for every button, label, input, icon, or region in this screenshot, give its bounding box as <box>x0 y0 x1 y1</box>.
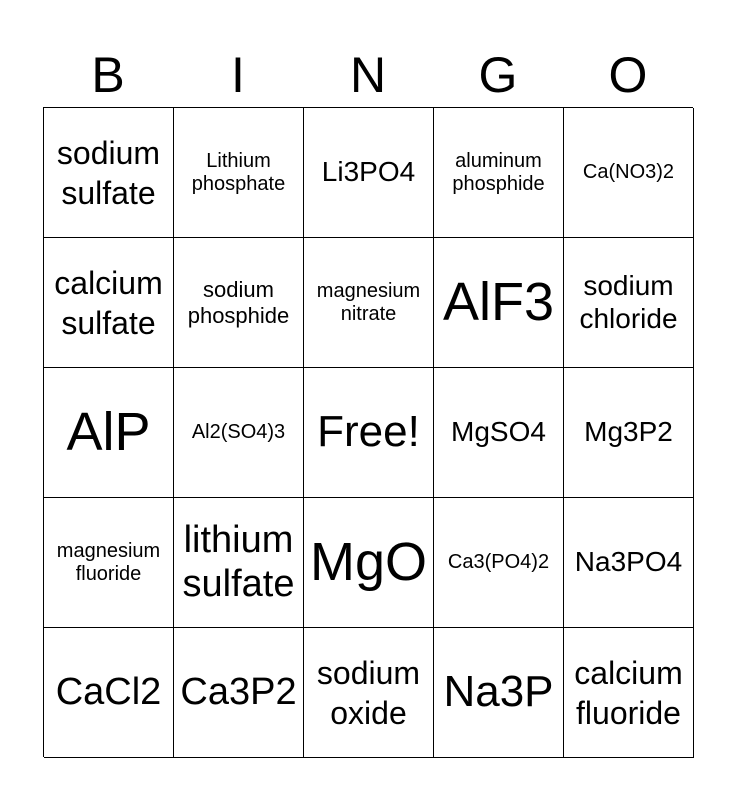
free-space-cell[interactable] <box>304 368 434 498</box>
bingo-cell[interactable] <box>44 108 174 238</box>
bingo-cell[interactable] <box>44 238 174 368</box>
cell-label: sodium sulfate <box>56 134 161 211</box>
cell-label: Lithium phosphate <box>191 149 286 195</box>
cell-label: Mg3P2 <box>584 416 673 448</box>
cell-label: sodium oxide <box>316 654 421 731</box>
bingo-cell[interactable] <box>174 108 304 238</box>
cell-label: sodium chloride <box>579 270 678 334</box>
bingo-cell[interactable] <box>44 628 174 758</box>
header-letter-n: N <box>349 47 387 103</box>
cell-label: Al2(SO4)3 <box>191 421 286 443</box>
cell-label: aluminum phosphide <box>452 149 545 195</box>
bingo-cell[interactable] <box>44 498 174 628</box>
cell-label: calcium fluoride <box>574 654 683 731</box>
bingo-cell[interactable] <box>434 498 564 628</box>
bingo-cell[interactable] <box>174 628 304 758</box>
bingo-cell[interactable] <box>564 238 694 368</box>
header-letter-o: O <box>608 47 648 103</box>
cell-label: MgO <box>309 532 428 593</box>
header-letter-i: I <box>231 47 245 103</box>
bingo-header <box>43 42 693 108</box>
bingo-cell[interactable] <box>174 498 304 628</box>
cell-label: Free! <box>317 407 420 457</box>
bingo-cell[interactable] <box>564 368 694 498</box>
cell-label: Ca3(PO4)2 <box>447 551 550 573</box>
cell-label: magnesium fluoride <box>56 539 161 585</box>
cell-label: sodium phosphide <box>187 277 290 328</box>
bingo-cell[interactable] <box>44 368 174 498</box>
cell-label: lithium sulfate <box>182 518 295 605</box>
bingo-cell[interactable] <box>564 108 694 238</box>
header-letter-g: G <box>478 47 518 103</box>
bingo-cell[interactable] <box>434 108 564 238</box>
cell-label: AlF3 <box>442 272 555 333</box>
bingo-cell[interactable] <box>304 238 434 368</box>
cell-label: Li3PO4 <box>321 156 416 188</box>
bingo-card <box>43 107 693 757</box>
cell-label: Na3P <box>443 667 554 717</box>
bingo-cell[interactable] <box>434 368 564 498</box>
cell-label: MgSO4 <box>451 416 546 448</box>
bingo-cell[interactable] <box>564 628 694 758</box>
header-letter-b: B <box>91 47 125 103</box>
cell-label: magnesium nitrate <box>316 279 421 325</box>
cell-label: calcium sulfate <box>54 264 163 341</box>
bingo-cell[interactable] <box>174 238 304 368</box>
bingo-cell[interactable] <box>304 628 434 758</box>
cell-label: Ca3P2 <box>180 670 297 713</box>
cell-label: AlP <box>66 402 151 463</box>
cell-label: Na3PO4 <box>574 546 683 578</box>
bingo-cell[interactable] <box>304 108 434 238</box>
bingo-cell[interactable] <box>564 498 694 628</box>
bingo-cell[interactable] <box>434 628 564 758</box>
cell-label: Ca(NO3)2 <box>582 161 675 183</box>
cell-label: CaCl2 <box>55 670 162 713</box>
bingo-cell[interactable] <box>434 238 564 368</box>
bingo-cell[interactable] <box>304 498 434 628</box>
bingo-cell[interactable] <box>174 368 304 498</box>
